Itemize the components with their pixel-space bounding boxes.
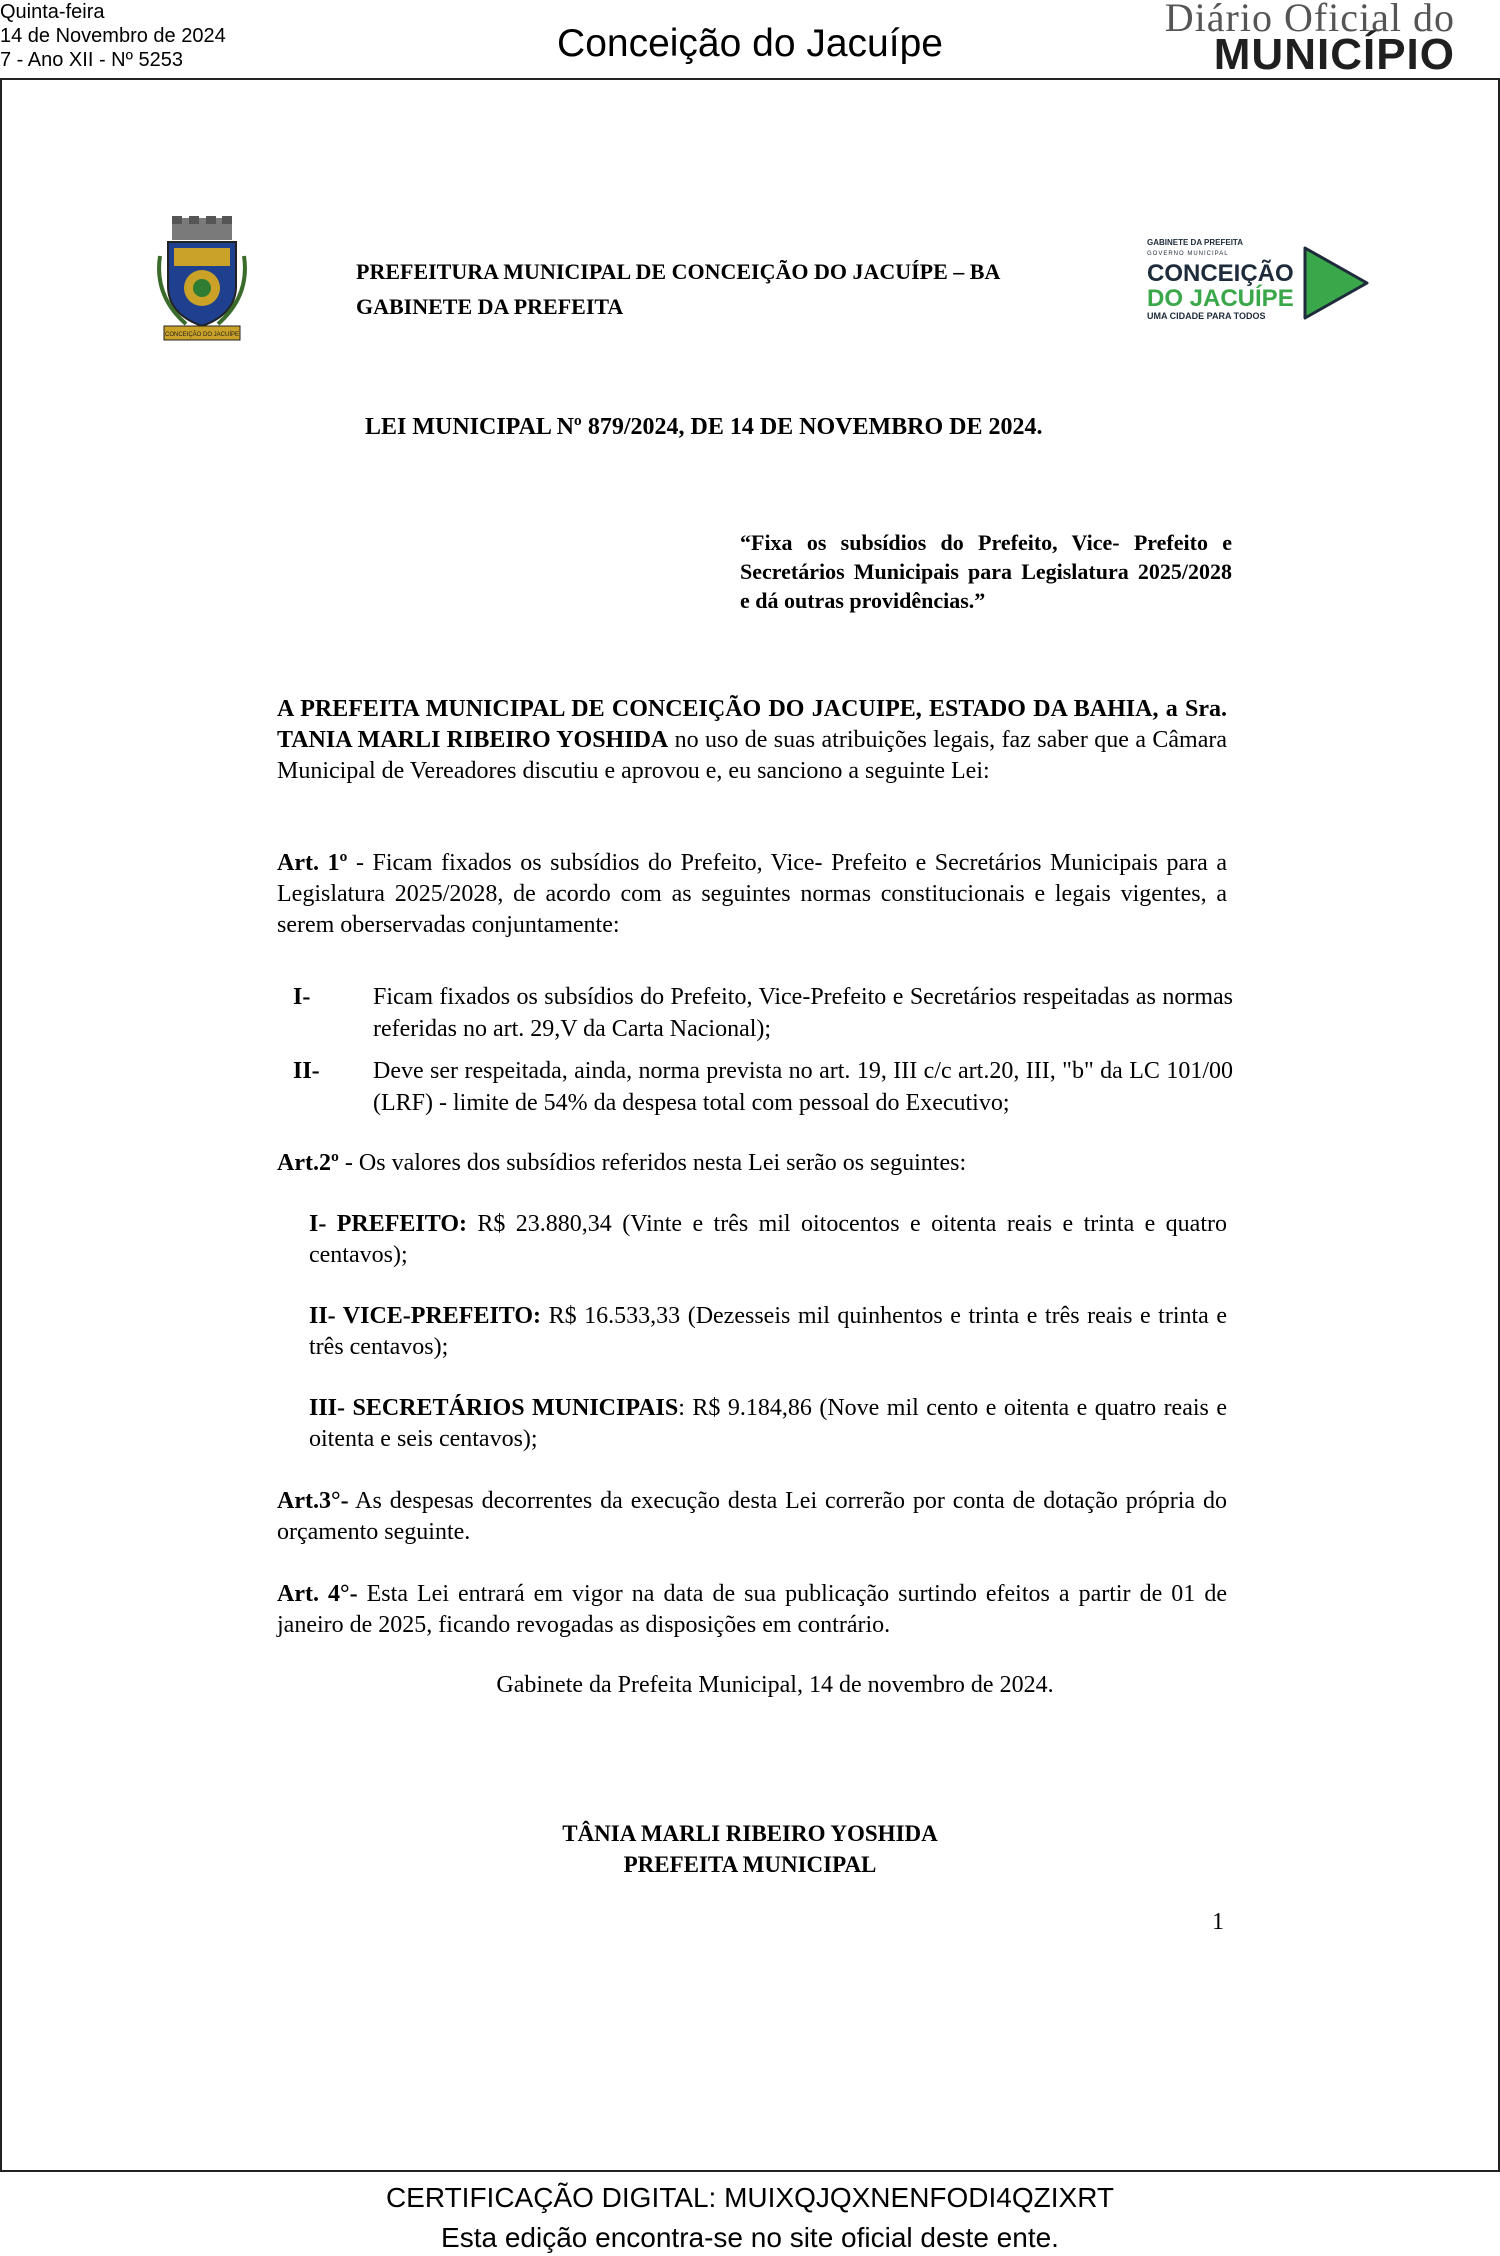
valor-prefeito (309, 1209, 1227, 1271)
preamble-bold: A PREFEITA MUNICIPAL DE CONCEIÇÃO DO JACUIPE, ESTADO DA BAHIA, a Sra. TANIA MARLI RIBEIRO YOSHIDA (277, 696, 1227, 753)
brand-bottom: MUNICÍPIO (1213, 30, 1455, 79)
play-arrow-icon (1305, 248, 1367, 318)
valor-vice-text: R$ 16.533,33 (Dezesseis mil quinhentos e trinta e três reais e trinta e três centavos); (309, 1303, 1228, 1360)
valor-vice-prefeito (309, 1301, 1227, 1363)
letterhead-line2: GABINETE DA PREFEITA (356, 294, 624, 319)
brand-top: Diário Oficial do (1164, 0, 1455, 40)
gab-logo-name2: DO JACUÍPE (1147, 285, 1294, 312)
art1-label: Art. 1º (277, 850, 348, 876)
letterhead (356, 254, 1000, 324)
art2-label: Art.2º (277, 1150, 339, 1176)
masthead-issue: 7 - Ano XII - Nº 5253 (0, 49, 183, 71)
preamble-text: no uso de suas atribuições legais, faz saber que a Câmara Municipal de Vereadores discutiu e aprovou e, eu sanciono a seguinte Lei: (277, 727, 1227, 784)
masthead-date: 14 de Novembro de 2024 (0, 25, 226, 47)
article-3 (277, 1486, 1227, 1548)
item-2-num: II- (293, 1058, 320, 1084)
gab-logo-tag1: GABINETE DA PREFEITA (1147, 238, 1244, 247)
municipal-crest-icon (156, 216, 248, 346)
signature-block (0, 1818, 1500, 1880)
valor-secretarios (309, 1393, 1227, 1455)
closing-line: Gabinete da Prefeita Municipal, 14 de novembro de 2024. (496, 1672, 1054, 1698)
signatory-name: TÂNIA MARLI RIBEIRO YOSHIDA (562, 1821, 938, 1846)
signatory-role: PREFEITA MUNICIPAL (623, 1852, 877, 1877)
crest-caption: CONCEIÇÃO DO JACUÍPE (164, 332, 240, 338)
gab-logo-tag2: GOVERNO MUNICIPAL (1147, 251, 1229, 257)
page-number: 1 (1212, 1909, 1224, 1935)
article-1 (277, 848, 1227, 941)
valor-secretarios-label: III- SECRETÁRIOS MUNICIPAIS (309, 1395, 679, 1421)
item-1-num: I- (293, 984, 311, 1010)
valor-secretarios-text: : R$ 9.184,86 (Nove mil cento e oitenta e quatro reais e oitenta e seis centavos); (309, 1395, 1227, 1452)
art3-label: Art.3°- (277, 1488, 349, 1514)
art3-text: As despesas decorrentes da execução desta Lei correrão por conta de dotação própria do orçamento seguinte. (277, 1488, 1227, 1545)
item-2-text: Deve ser respeitada, ainda, norma prevista no art. 19, III c/c art.20, III, "b" da LC 101/00 (LRF) - limite de 54% da despesa total com pessoal do Executivo; (373, 1058, 1233, 1116)
art2-text: - Os valores dos subsídios referidos nesta Lei serão os seguintes: (338, 1150, 967, 1176)
masthead-city: Conceição do Jacuípe (557, 22, 943, 65)
law-preamble (277, 694, 1227, 787)
gabinete-logo (1145, 236, 1371, 326)
law-title: LEI MUNICIPAL Nº 879/2024, DE 14 DE NOVEMBRO DE 2024. (365, 414, 1043, 440)
art1-text: - Ficam fixados os subsídios do Prefeito, Vice- Prefeito e Secretários Municipais para a Legislatura 2025/2028, de acordo com as seguintes normas constitucionais e legais vigentes, a serem oberservadas conjuntamente: (277, 850, 1227, 938)
letterhead-line1: PREFEITURA MUNICIPAL DE CONCEIÇÃO DO JACUÍPE – BA (356, 259, 1001, 284)
valor-prefeito-text: R$ 23.880,34 (Vinte e três mil oitocentos e oitenta reais e trinta e quatro centavos); (309, 1211, 1227, 1268)
gab-logo-slogan: UMA CIDADE PARA TODOS (1147, 311, 1266, 321)
article-2 (277, 1148, 1227, 1179)
art4-text: Esta Lei entrará em vigor na data de sua publicação surtindo efeitos a partir de 01 de janeiro de 2025, ficando revogadas as disposições em contrário. (277, 1581, 1227, 1638)
law-ementa: “Fixa os subsídios do Prefeito, Vice- Prefeito e Secretários Municipais para Legislatura 2025/2028 e dá outras providências.” (740, 530, 1232, 613)
article-4 (277, 1579, 1227, 1641)
item-1-text: Ficam fixados os subsídios do Prefeito, Vice-Prefeito e Secretários respeitadas as normas referidas no art. 29,V da Carta Nacional); (373, 984, 1233, 1042)
gab-logo-name1: CONCEIÇÃO (1147, 260, 1294, 287)
valor-prefeito-label: I- PREFEITO: (309, 1211, 467, 1237)
digital-certification: CERTIFICAÇÃO DIGITAL: MUIXQJQXNENFODI4QZIXRT (385, 2182, 1115, 2213)
diario-oficial-logo (1164, 0, 1455, 79)
art4-label: Art. 4°- (277, 1581, 358, 1607)
masthead-weekday: Quinta-feira (0, 1, 105, 23)
footer-note: Esta edição encontra-se no site oficial deste ente. (441, 2222, 1059, 2253)
valor-vice-label: II- VICE-PREFEITO: (309, 1303, 542, 1329)
